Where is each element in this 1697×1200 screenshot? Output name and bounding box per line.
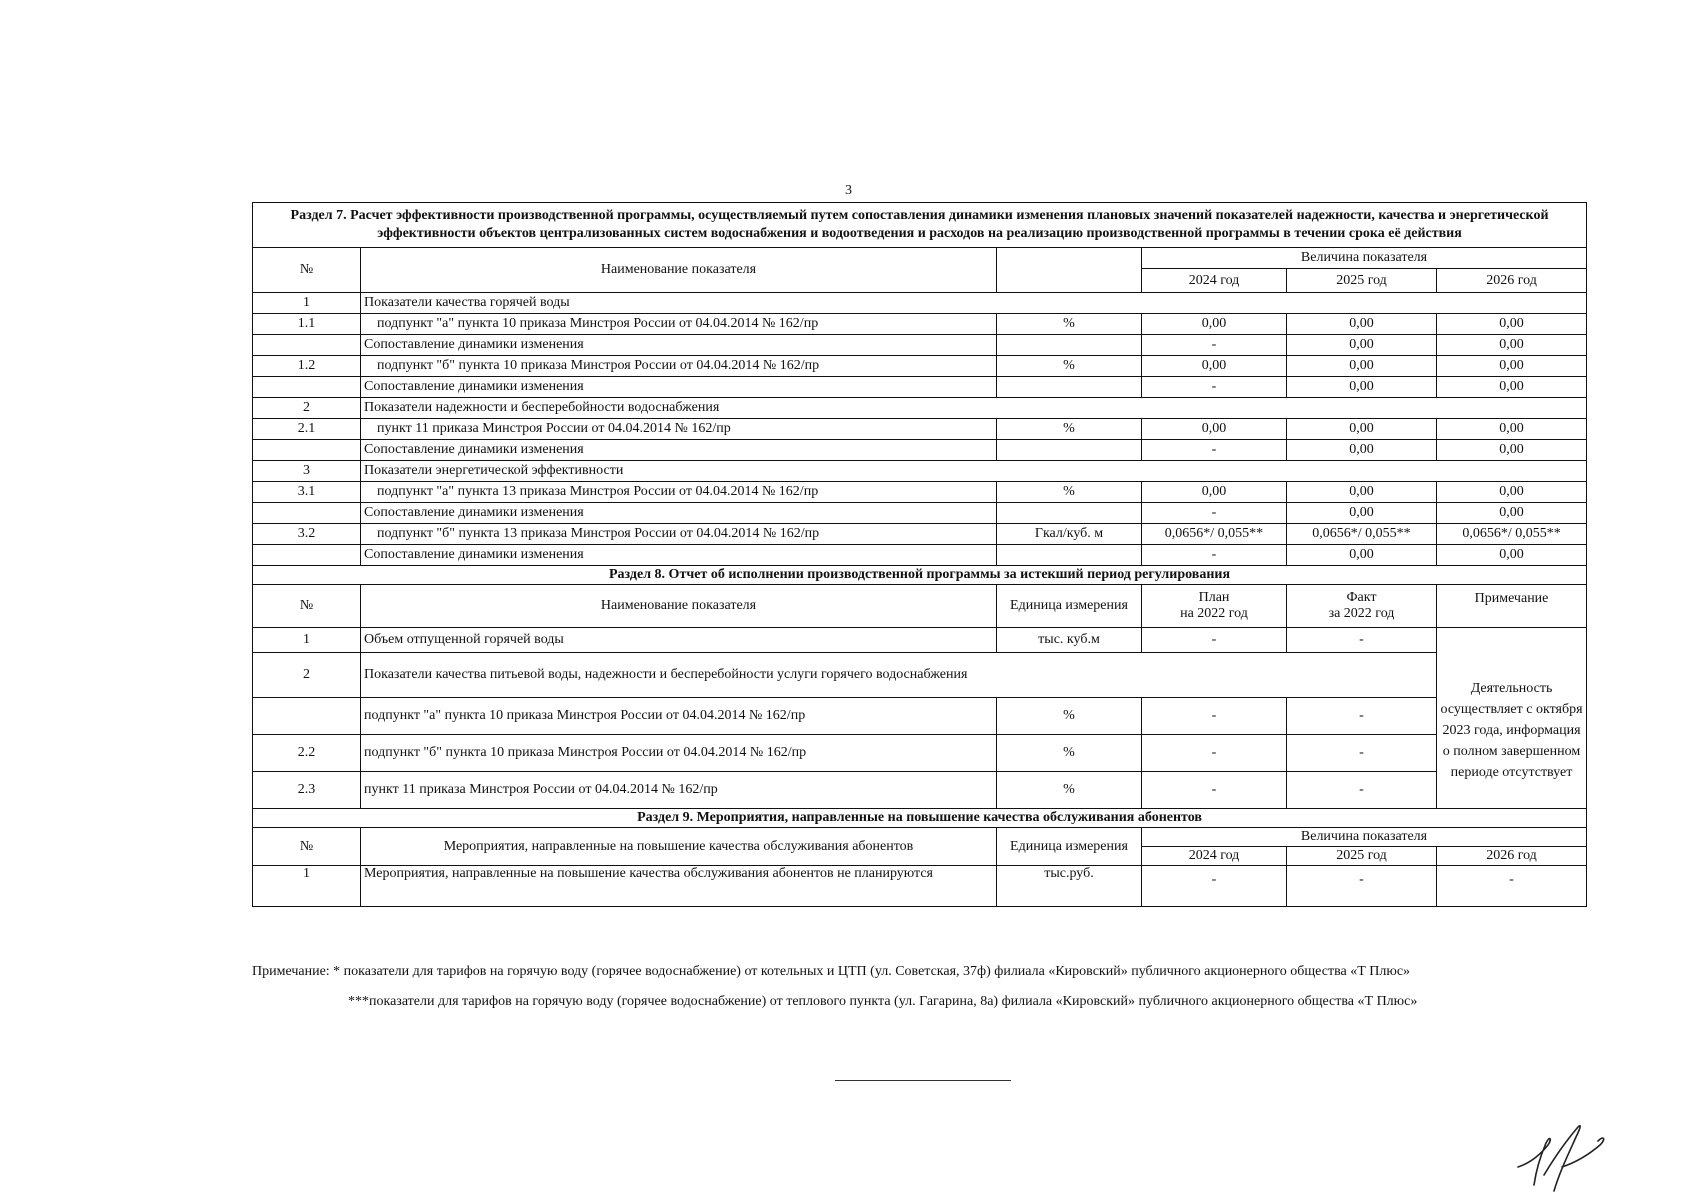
s7-row xyxy=(253,440,1587,461)
s7-row xyxy=(253,356,1587,377)
s8-header-fact-line1: Факт xyxy=(1346,590,1377,605)
s7-row xyxy=(253,335,1587,356)
s7-row-value-2026: 0,00 xyxy=(1437,482,1587,503)
section7-title: Раздел 7. Расчет эффективности производственной программы, осуществляемый путем сопоставления динамики изменения плановых значений показателей надежности, качества и энергетической эффективности объектов централизованных систем водоснабжения и водоотведения и расходов на реализацию производственной программы в течении срока её действия xyxy=(253,203,1587,248)
s7-row xyxy=(253,482,1587,503)
s9-header-num: № xyxy=(253,828,361,866)
s7-row-num xyxy=(253,545,361,566)
s7-row-num: 1 xyxy=(253,293,361,314)
s7-row-value-2025: 0,00 xyxy=(1287,314,1437,335)
s7-row-name: подпункт "а" пункта 13 приказа Минстроя России от 04.04.2014 № 162/пр xyxy=(361,482,997,503)
s9-row-value-2025: - xyxy=(1287,866,1437,907)
s8-row2-name: Показатели качества питьевой воды, надежности и бесперебойности услуги горячего водоснабжения xyxy=(361,653,1437,698)
s7-row-group-name: Показатели качества горячей воды xyxy=(361,293,1587,314)
s7-row-unit xyxy=(997,545,1142,566)
s7-row-name: подпункт "б" пункта 13 приказа Минстроя России от 04.04.2014 № 162/пр xyxy=(361,524,997,545)
notes xyxy=(252,962,1586,1012)
signature-icon xyxy=(1500,1105,1640,1200)
s8-header-unit: Единица измерения xyxy=(997,585,1142,628)
s7-row-name: Сопоставление динамики изменения xyxy=(361,440,997,461)
s7-row-value-2026: 0,00 xyxy=(1437,545,1587,566)
s7-row-name: Сопоставление динамики изменения xyxy=(361,503,997,524)
s8-sub1-num xyxy=(253,698,361,735)
s7-header-name: Наименование показателя xyxy=(361,248,997,293)
s7-row-group-name: Показатели надежности и бесперебойности водоснабжения xyxy=(361,398,1587,419)
note-1: Примечание: * показатели для тарифов на горячую воду (горячее водоснабжение) от котельных и ЦТП (ул. Советская, 37ф) филиала «Кировский» публичного акционерного общества «Т Плюс» xyxy=(252,964,1411,979)
s8-sub2-num: 2.2 xyxy=(253,735,361,772)
note-2: ***показатели для тарифов на горячую воду (горячее водоснабжение) от теплового пункта (ул. Гагарина, 8а) филиала «Кировский» публичного акционерного общества «Т Плюс» xyxy=(348,994,1418,1009)
divider-line xyxy=(835,1080,1011,1081)
s7-row-value-2026: 0,00 xyxy=(1437,419,1587,440)
s8-header-plan xyxy=(1142,585,1287,628)
s7-row-value-2025: 0,00 xyxy=(1287,440,1437,461)
s8-sub3-fact: - xyxy=(1287,772,1437,809)
s7-row-name: подпункт "а" пункта 10 приказа Минстроя России от 04.04.2014 № 162/пр xyxy=(361,314,997,335)
s7-header-year-2024: 2024 год xyxy=(1142,269,1287,293)
s7-row-unit xyxy=(997,377,1142,398)
s7-row-num: 2 xyxy=(253,398,361,419)
s7-row xyxy=(253,461,1587,482)
s8-header-fact xyxy=(1287,585,1437,628)
s7-row xyxy=(253,377,1587,398)
s8-note-text: Деятельность осуществляет с октября 2023 года, информация о полном завершенном периоде отсутствует xyxy=(1437,653,1587,809)
s7-row-name: подпункт "б" пункта 10 приказа Минстроя России от 04.04.2014 № 162/пр xyxy=(361,356,997,377)
s7-row-value-2024: 0,00 xyxy=(1142,482,1287,503)
s8-row1-unit: тыс. куб.м xyxy=(997,628,1142,653)
s7-row-unit xyxy=(997,440,1142,461)
s7-row-value-2024: 0,00 xyxy=(1142,419,1287,440)
s7-row-unit: % xyxy=(997,482,1142,503)
s7-row-value-2024: 0,0656*/ 0,055** xyxy=(1142,524,1287,545)
s9-header-name: Мероприятия, направленные на повышение качества обслуживания абонентов xyxy=(361,828,997,866)
s7-row-unit: % xyxy=(997,356,1142,377)
s7-row-num xyxy=(253,377,361,398)
s9-header-group: Величина показателя xyxy=(1142,828,1587,847)
s7-row-value-2024: 0,00 xyxy=(1142,356,1287,377)
section7-table xyxy=(252,202,1587,566)
s7-header-year-2026: 2026 год xyxy=(1437,269,1587,293)
s7-row-value-2025: 0,00 xyxy=(1287,377,1437,398)
s7-header-year-2025: 2025 год xyxy=(1287,269,1437,293)
s7-row-value-2026: 0,0656*/ 0,055** xyxy=(1437,524,1587,545)
s7-row-unit xyxy=(997,503,1142,524)
s7-row-value-2026: 0,00 xyxy=(1437,356,1587,377)
s9-row-num: 1 xyxy=(253,866,361,907)
s8-sub1-unit: % xyxy=(997,698,1142,735)
s7-row xyxy=(253,545,1587,566)
page-number: 3 xyxy=(845,183,852,198)
s8-row1-name: Объем отпущенной горячей воды xyxy=(361,628,997,653)
s8-row1-num: 1 xyxy=(253,628,361,653)
s7-row-value-2025: 0,00 xyxy=(1287,503,1437,524)
s9-row-value-2024: - xyxy=(1142,866,1287,907)
s7-row-unit: % xyxy=(997,419,1142,440)
s9-row-name: Мероприятия, направленные на повышение качества обслуживания абонентов не планируются xyxy=(361,866,997,907)
s8-sub2-fact: - xyxy=(1287,735,1437,772)
s7-row-value-2025: 0,0656*/ 0,055** xyxy=(1287,524,1437,545)
s7-row-value-2026: 0,00 xyxy=(1437,335,1587,356)
s8-header-num: № xyxy=(253,585,361,628)
s7-row-value-2024: - xyxy=(1142,440,1287,461)
s8-header-name: Наименование показателя xyxy=(361,585,997,628)
s8-sub3-plan: - xyxy=(1142,772,1287,809)
s7-row-num xyxy=(253,335,361,356)
s7-row-value-2024: - xyxy=(1142,503,1287,524)
s9-header-year-2026: 2026 год xyxy=(1437,847,1587,866)
s7-row xyxy=(253,293,1587,314)
s8-sub3-unit: % xyxy=(997,772,1142,809)
s7-row-num: 3.2 xyxy=(253,524,361,545)
s7-row-value-2026: 0,00 xyxy=(1437,314,1587,335)
s7-row-unit: % xyxy=(997,314,1142,335)
s7-row xyxy=(253,524,1587,545)
s8-sub3-name: пункт 11 приказа Минстроя России от 04.04.2014 № 162/пр xyxy=(361,772,997,809)
section8-table xyxy=(252,565,1587,809)
s8-sub2-plan: - xyxy=(1142,735,1287,772)
s7-row-unit: Гкал/куб. м xyxy=(997,524,1142,545)
section8-title: Раздел 8. Отчет об исполнении производственной программы за истекший период регулирования xyxy=(253,566,1587,585)
s7-row-name: Сопоставление динамики изменения xyxy=(361,377,997,398)
s7-row-value-2025: 0,00 xyxy=(1287,419,1437,440)
s7-row-value-2024: - xyxy=(1142,377,1287,398)
s9-row-unit: тыс.руб. xyxy=(997,866,1142,907)
s7-row-value-2026: 0,00 xyxy=(1437,440,1587,461)
s9-header-year-2024: 2024 год xyxy=(1142,847,1287,866)
s7-row-value-2024: - xyxy=(1142,545,1287,566)
section9-title: Раздел 9. Мероприятия, направленные на повышение качества обслуживания абонентов xyxy=(253,809,1587,828)
s7-row-unit xyxy=(997,335,1142,356)
s7-row-group-name: Показатели энергетической эффективности xyxy=(361,461,1587,482)
s7-row-num xyxy=(253,440,361,461)
s7-row-value-2024: 0,00 xyxy=(1142,314,1287,335)
s7-row-num: 1.1 xyxy=(253,314,361,335)
s7-row-name: пункт 11 приказа Минстроя России от 04.04.2014 № 162/пр xyxy=(361,419,997,440)
s7-header-unit xyxy=(997,248,1142,293)
s7-row-value-2025: 0,00 xyxy=(1287,482,1437,503)
s7-row-num: 1.2 xyxy=(253,356,361,377)
s8-sub1-fact: - xyxy=(1287,698,1437,735)
s9-header-unit: Единица измерения xyxy=(997,828,1142,866)
s7-row-value-2026: 0,00 xyxy=(1437,377,1587,398)
s8-header-plan-line2: на 2022 год xyxy=(1180,606,1248,621)
s7-header-group: Величина показателя xyxy=(1142,248,1587,269)
s9-row-value-2026: - xyxy=(1437,866,1587,907)
s8-sub1-name: подпункт "а" пункта 10 приказа Минстроя России от 04.04.2014 № 162/пр xyxy=(361,698,997,735)
s8-sub2-unit: % xyxy=(997,735,1142,772)
s8-header-note: Примечание xyxy=(1437,585,1587,628)
s7-row-name: Сопоставление динамики изменения xyxy=(361,335,997,356)
s7-row-num: 2.1 xyxy=(253,419,361,440)
s7-row xyxy=(253,503,1587,524)
s7-row-value-2025: 0,00 xyxy=(1287,545,1437,566)
s7-row xyxy=(253,419,1587,440)
s7-row-num: 3 xyxy=(253,461,361,482)
s8-sub2-name: подпункт "б" пункта 10 приказа Минстроя России от 04.04.2014 № 162/пр xyxy=(361,735,997,772)
s8-header-plan-line1: План xyxy=(1198,590,1230,605)
s7-row-value-2025: 0,00 xyxy=(1287,356,1437,377)
s8-sub1-plan: - xyxy=(1142,698,1287,735)
s7-row-value-2025: 0,00 xyxy=(1287,335,1437,356)
document-body xyxy=(252,202,1586,907)
s8-row1-fact: - xyxy=(1287,628,1437,653)
s7-row-num: 3.1 xyxy=(253,482,361,503)
s7-row xyxy=(253,314,1587,335)
s8-sub3-num: 2.3 xyxy=(253,772,361,809)
s7-row-value-2024: - xyxy=(1142,335,1287,356)
s7-row-num xyxy=(253,503,361,524)
s7-header-num: № xyxy=(253,248,361,293)
section9-table xyxy=(252,808,1587,907)
s7-row xyxy=(253,398,1587,419)
s8-row2-num: 2 xyxy=(253,653,361,698)
s7-row-value-2026: 0,00 xyxy=(1437,503,1587,524)
s8-row1-plan: - xyxy=(1142,628,1287,653)
s8-header-fact-line2: за 2022 год xyxy=(1328,606,1395,621)
s7-row-name: Сопоставление динамики изменения xyxy=(361,545,997,566)
s9-header-year-2025: 2025 год xyxy=(1287,847,1437,866)
s8-row1-note xyxy=(1437,628,1587,653)
